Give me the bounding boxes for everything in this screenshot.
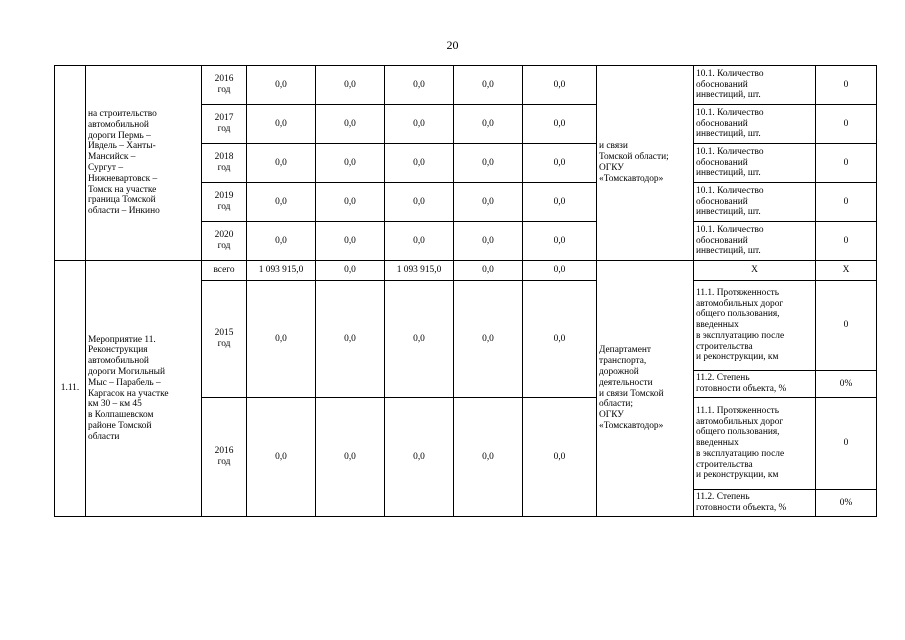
value-cell: 0,0 [316, 281, 385, 398]
indicator-value: 0 [816, 66, 877, 105]
value-cell: 0,0 [523, 144, 597, 183]
year-cell: 2020 год [202, 222, 247, 261]
value-cell: 0,0 [454, 105, 523, 144]
item-description: на строительство автомобильной дороги Пермь – Ивдель – Ханты- Мансийск – Сургут – Нижневартовск – Томск на участке граница Томской области – Инкино [86, 66, 202, 261]
value-cell: 0,0 [385, 66, 454, 105]
indicator-value: 0 [816, 105, 877, 144]
value-cell: 0,0 [454, 66, 523, 105]
value-cell: 0,0 [523, 66, 597, 105]
value-cell: 0,0 [385, 105, 454, 144]
value-cell: 0,0 [523, 261, 597, 281]
page-number: 20 [446, 38, 459, 52]
indicator-value: 0 [816, 398, 877, 490]
year-cell: 2017 год [202, 105, 247, 144]
table-row [55, 66, 877, 105]
value-cell: 0,0 [247, 144, 316, 183]
table-row [55, 261, 877, 281]
value-cell: 0,0 [523, 183, 597, 222]
indicator-value: Х [816, 261, 877, 281]
value-cell: 0,0 [247, 183, 316, 222]
total-label: всего [202, 261, 247, 281]
value-cell: 0,0 [523, 105, 597, 144]
year-cell: 2016 год [202, 398, 247, 517]
value-cell: 0,0 [454, 144, 523, 183]
indicator-value: 0 [816, 144, 877, 183]
value-cell: 0,0 [454, 281, 523, 398]
year-cell: 2019 год [202, 183, 247, 222]
value-cell: 0,0 [247, 105, 316, 144]
value-cell: 0,0 [454, 222, 523, 261]
indicator-cell: 10.1. Количество обоснований инвестиций, шт. [694, 183, 816, 222]
year-cell: 2018 год [202, 144, 247, 183]
item-description: Мероприятие 11. Реконструкция автомобильной дороги Могильный Мыс – Парабель – Каргасок на участке км 30 – км 45 в Колпашевском районе Томской области [86, 261, 202, 517]
item-number-cell [55, 66, 86, 261]
value-cell: 0,0 [385, 281, 454, 398]
value-cell: 0,0 [316, 144, 385, 183]
value-cell: 0,0 [247, 281, 316, 398]
value-cell: 1 093 915,0 [385, 261, 454, 281]
value-cell: 0,0 [316, 261, 385, 281]
indicator-value: 0% [816, 371, 877, 398]
year-cell: 2015 год [202, 281, 247, 398]
indicator-cell: 10.1. Количество обоснований инвестиций, шт. [694, 105, 816, 144]
program-table [54, 65, 877, 517]
indicator-cell: 10.1. Количество обоснований инвестиций, шт. [694, 222, 816, 261]
executor-cell: Департамент транспорта, дорожной деятельности и связи Томской области; ОГКУ «Томскавтодор» [597, 261, 694, 517]
value-cell: 1 093 915,0 [247, 261, 316, 281]
value-cell: 0,0 [316, 105, 385, 144]
value-cell: 0,0 [454, 183, 523, 222]
value-cell: 0,0 [385, 144, 454, 183]
value-cell: 0,0 [316, 66, 385, 105]
value-cell: 0,0 [316, 183, 385, 222]
item-number-cell: 1.11. [55, 261, 86, 517]
indicator-cell: 11.1. Протяженность автомобильных дорог общего пользования, введенных в эксплуатацию после строительства и реконструкции, км [694, 281, 816, 371]
indicator-cell: 11.1. Протяженность автомобильных дорог общего пользования, введенных в эксплуатацию после строительства и реконструкции, км [694, 398, 816, 490]
value-cell: 0,0 [247, 398, 316, 517]
value-cell: 0,0 [523, 281, 597, 398]
value-cell: 0,0 [454, 398, 523, 517]
value-cell: 0,0 [316, 398, 385, 517]
indicator-value: 0 [816, 183, 877, 222]
value-cell: 0,0 [385, 398, 454, 517]
value-cell: 0,0 [247, 66, 316, 105]
value-cell: 0,0 [385, 183, 454, 222]
indicator-value: 0 [816, 281, 877, 371]
indicator-cell: 11.2. Степень готовности объекта, % [694, 371, 816, 398]
executor-cell: и связи Томской области; ОГКУ «Томскавтодор» [597, 66, 694, 261]
value-cell: 0,0 [385, 222, 454, 261]
indicator-cell: Х [694, 261, 816, 281]
value-cell: 0,0 [523, 398, 597, 517]
indicator-cell: 11.2. Степень готовности объекта, % [694, 490, 816, 517]
year-cell: 2016 год [202, 66, 247, 105]
indicator-cell: 10.1. Количество обоснований инвестиций, шт. [694, 144, 816, 183]
value-cell: 0,0 [523, 222, 597, 261]
value-cell: 0,0 [454, 261, 523, 281]
indicator-value: 0% [816, 490, 877, 517]
value-cell: 0,0 [247, 222, 316, 261]
value-cell: 0,0 [316, 222, 385, 261]
indicator-cell: 10.1. Количество обоснований инвестиций, шт. [694, 66, 816, 105]
indicator-value: 0 [816, 222, 877, 261]
